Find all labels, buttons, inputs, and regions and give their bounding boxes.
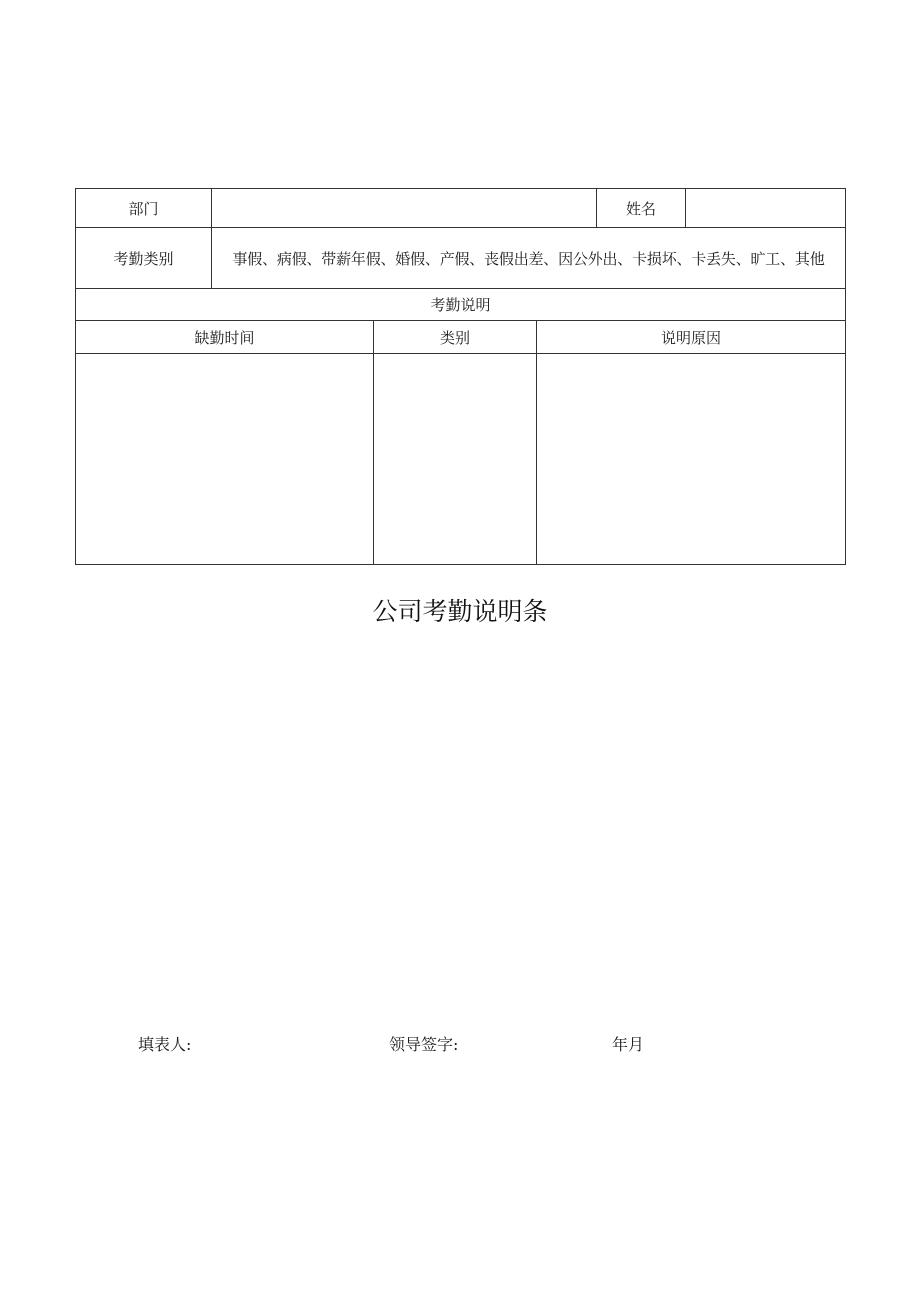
leader-signature-label: 领导签字: [389, 1035, 459, 1054]
category-field[interactable] [374, 354, 537, 565]
reason-field[interactable] [537, 354, 846, 565]
attendance-type-label: 考勤类别 [76, 228, 212, 289]
page-title: 公司考勤说明条 [372, 597, 548, 626]
name-label: 姓名 [597, 189, 686, 228]
column-absence-time: 缺勤时间 [76, 321, 374, 354]
absence-time-field[interactable] [76, 354, 374, 565]
column-header-row [76, 321, 846, 354]
department-label: 部门 [76, 189, 212, 228]
attendance-type-options[interactable]: 事假、病假、带薪年假、婚假、产假、丧假出差、因公外出、卡损坏、卡丢失、旷工、其他 [212, 228, 846, 289]
name-field[interactable] [686, 189, 846, 228]
explanation-body-row [76, 354, 846, 565]
date-label: 年月 [612, 1035, 645, 1054]
explanation-header-row [76, 289, 846, 321]
filler-signature-label: 填表人: [138, 1035, 192, 1054]
column-reason: 说明原因 [537, 321, 846, 354]
attendance-form-table [75, 188, 846, 565]
department-row [76, 189, 846, 228]
department-field[interactable] [212, 189, 597, 228]
attendance-type-row [76, 228, 846, 289]
column-category: 类别 [374, 321, 537, 354]
explanation-header: 考勤说明 [76, 289, 846, 321]
